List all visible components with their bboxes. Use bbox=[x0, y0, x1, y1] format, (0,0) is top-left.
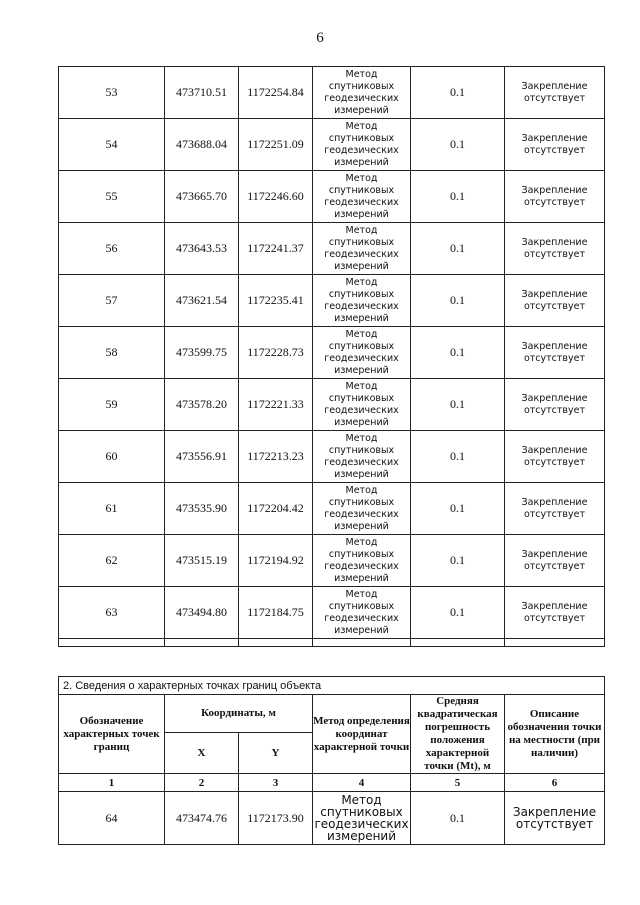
coord-x: 473515.19 bbox=[165, 535, 239, 587]
coord-y: 1172254.84 bbox=[239, 67, 313, 119]
table-row bbox=[59, 119, 605, 171]
coord-y: 1172246.60 bbox=[239, 171, 313, 223]
description-cell: Закрепление отсутствует bbox=[505, 483, 605, 535]
table-row bbox=[59, 67, 605, 119]
header-coords: Координаты, м bbox=[165, 695, 313, 733]
point-id: 62 bbox=[59, 535, 165, 587]
error-cell: 0.1 bbox=[411, 275, 505, 327]
table-row bbox=[59, 379, 605, 431]
coord-x: 473535.90 bbox=[165, 483, 239, 535]
method-cell: Метод спутниковых геодезических измерений bbox=[314, 793, 409, 843]
error-cell: 0.1 bbox=[411, 792, 505, 845]
description-cell: Закрепление отсутствует bbox=[505, 327, 605, 379]
coord-x: 473665.70 bbox=[165, 171, 239, 223]
header-designation: Обозначение характерных точек границ bbox=[59, 695, 165, 774]
coord-y: 1172235.41 bbox=[239, 275, 313, 327]
empty-cell bbox=[313, 639, 411, 647]
coord-y: 1172213.23 bbox=[239, 431, 313, 483]
coord-y: 1172241.37 bbox=[239, 223, 313, 275]
index-cell: 6 bbox=[505, 774, 605, 792]
index-cell: 5 bbox=[411, 774, 505, 792]
error-cell: 0.1 bbox=[411, 119, 505, 171]
method-cell: Метод спутниковых геодезических измерений bbox=[313, 379, 411, 431]
point-id: 61 bbox=[59, 483, 165, 535]
method-cell: Метод спутниковых геодезических измерений bbox=[313, 327, 411, 379]
method-cell: Метод спутниковых геодезических измерений bbox=[313, 223, 411, 275]
header-error: Средняя квадратическая погрешность положения характерной точки (Mt), м bbox=[411, 695, 505, 774]
table-row bbox=[59, 587, 605, 639]
coord-y: 1172194.92 bbox=[239, 535, 313, 587]
object-points-table bbox=[58, 676, 605, 845]
table-row bbox=[59, 535, 605, 587]
table-row bbox=[59, 431, 605, 483]
description-cell: Закрепление отсутствует bbox=[505, 223, 605, 275]
point-id: 54 bbox=[59, 119, 165, 171]
error-cell: 0.1 bbox=[411, 483, 505, 535]
coord-y: 1172251.09 bbox=[239, 119, 313, 171]
point-id: 60 bbox=[59, 431, 165, 483]
index-cell: 3 bbox=[239, 774, 313, 792]
header-description: Описание обозначения точки на местности (при наличии) bbox=[505, 695, 605, 774]
method-cell: Метод спутниковых геодезических измерений bbox=[313, 535, 411, 587]
method-cell: Метод спутниковых геодезических измерений bbox=[313, 171, 411, 223]
empty-cell bbox=[59, 639, 165, 647]
index-cell: 1 bbox=[59, 774, 165, 792]
method-cell: Метод спутниковых геодезических измерений bbox=[313, 275, 411, 327]
table-row bbox=[59, 223, 605, 275]
empty-cell bbox=[505, 639, 605, 647]
point-id: 58 bbox=[59, 327, 165, 379]
point-id: 59 bbox=[59, 379, 165, 431]
point-id: 55 bbox=[59, 171, 165, 223]
point-id: 57 bbox=[59, 275, 165, 327]
coord-y: 1172173.90 bbox=[239, 792, 313, 845]
method-cell: Метод спутниковых геодезических измерений bbox=[313, 431, 411, 483]
header-y: Y bbox=[239, 733, 313, 774]
method-cell: Метод спутниковых геодезических измерений bbox=[313, 119, 411, 171]
coord-x: 473578.20 bbox=[165, 379, 239, 431]
error-cell: 0.1 bbox=[411, 535, 505, 587]
description-cell: Закрепление отсутствует bbox=[505, 67, 605, 119]
column-index-row bbox=[59, 774, 605, 792]
table-caption: 2. Сведения о характерных точках границ объекта bbox=[59, 677, 605, 695]
coord-y: 1172221.33 bbox=[239, 379, 313, 431]
coord-x: 473710.51 bbox=[165, 67, 239, 119]
coord-y: 1172228.73 bbox=[239, 327, 313, 379]
page-number: 6 bbox=[316, 30, 324, 46]
coord-x: 473474.76 bbox=[165, 792, 239, 845]
header-method: Метод определения координат характерной точки bbox=[313, 695, 411, 774]
point-id: 64 bbox=[59, 792, 165, 845]
table-row bbox=[59, 792, 605, 845]
coord-x: 473643.53 bbox=[165, 223, 239, 275]
empty-cell bbox=[165, 639, 239, 647]
error-cell: 0.1 bbox=[411, 431, 505, 483]
point-id: 56 bbox=[59, 223, 165, 275]
description-cell: Закрепление отсутствует bbox=[505, 379, 605, 431]
error-cell: 0.1 bbox=[411, 171, 505, 223]
error-cell: 0.1 bbox=[411, 223, 505, 275]
method-cell: Метод спутниковых геодезических измерений bbox=[313, 483, 411, 535]
coord-x: 473556.91 bbox=[165, 431, 239, 483]
table-end-row bbox=[59, 639, 605, 647]
coord-x: 473688.04 bbox=[165, 119, 239, 171]
description-cell: Закрепление отсутствует bbox=[505, 792, 605, 845]
table-row bbox=[59, 327, 605, 379]
header-x: X bbox=[165, 733, 239, 774]
error-cell: 0.1 bbox=[411, 587, 505, 639]
table-row bbox=[59, 483, 605, 535]
coord-y: 1172184.75 bbox=[239, 587, 313, 639]
empty-cell bbox=[239, 639, 313, 647]
index-cell: 2 bbox=[165, 774, 239, 792]
error-cell: 0.1 bbox=[411, 67, 505, 119]
table-row bbox=[59, 275, 605, 327]
index-cell: 4 bbox=[313, 774, 411, 792]
description-cell: Закрепление отсутствует bbox=[505, 171, 605, 223]
empty-cell bbox=[411, 639, 505, 647]
description-cell: Закрепление отсутствует bbox=[505, 535, 605, 587]
description-cell: Закрепление отсутствует bbox=[505, 119, 605, 171]
error-cell: 0.1 bbox=[411, 379, 505, 431]
description-cell: Закрепление отсутствует bbox=[505, 431, 605, 483]
point-id: 53 bbox=[59, 67, 165, 119]
method-cell: Метод спутниковых геодезических измерений bbox=[313, 587, 411, 639]
coord-x: 473494.80 bbox=[165, 587, 239, 639]
error-cell: 0.1 bbox=[411, 327, 505, 379]
coord-x: 473621.54 bbox=[165, 275, 239, 327]
table-row bbox=[59, 171, 605, 223]
points-table bbox=[58, 66, 605, 647]
coord-y: 1172204.42 bbox=[239, 483, 313, 535]
description-cell: Закрепление отсутствует bbox=[505, 275, 605, 327]
method-cell: Метод спутниковых геодезических измерений bbox=[313, 67, 411, 119]
description-cell: Закрепление отсутствует bbox=[505, 587, 605, 639]
coord-x: 473599.75 bbox=[165, 327, 239, 379]
point-id: 63 bbox=[59, 587, 165, 639]
